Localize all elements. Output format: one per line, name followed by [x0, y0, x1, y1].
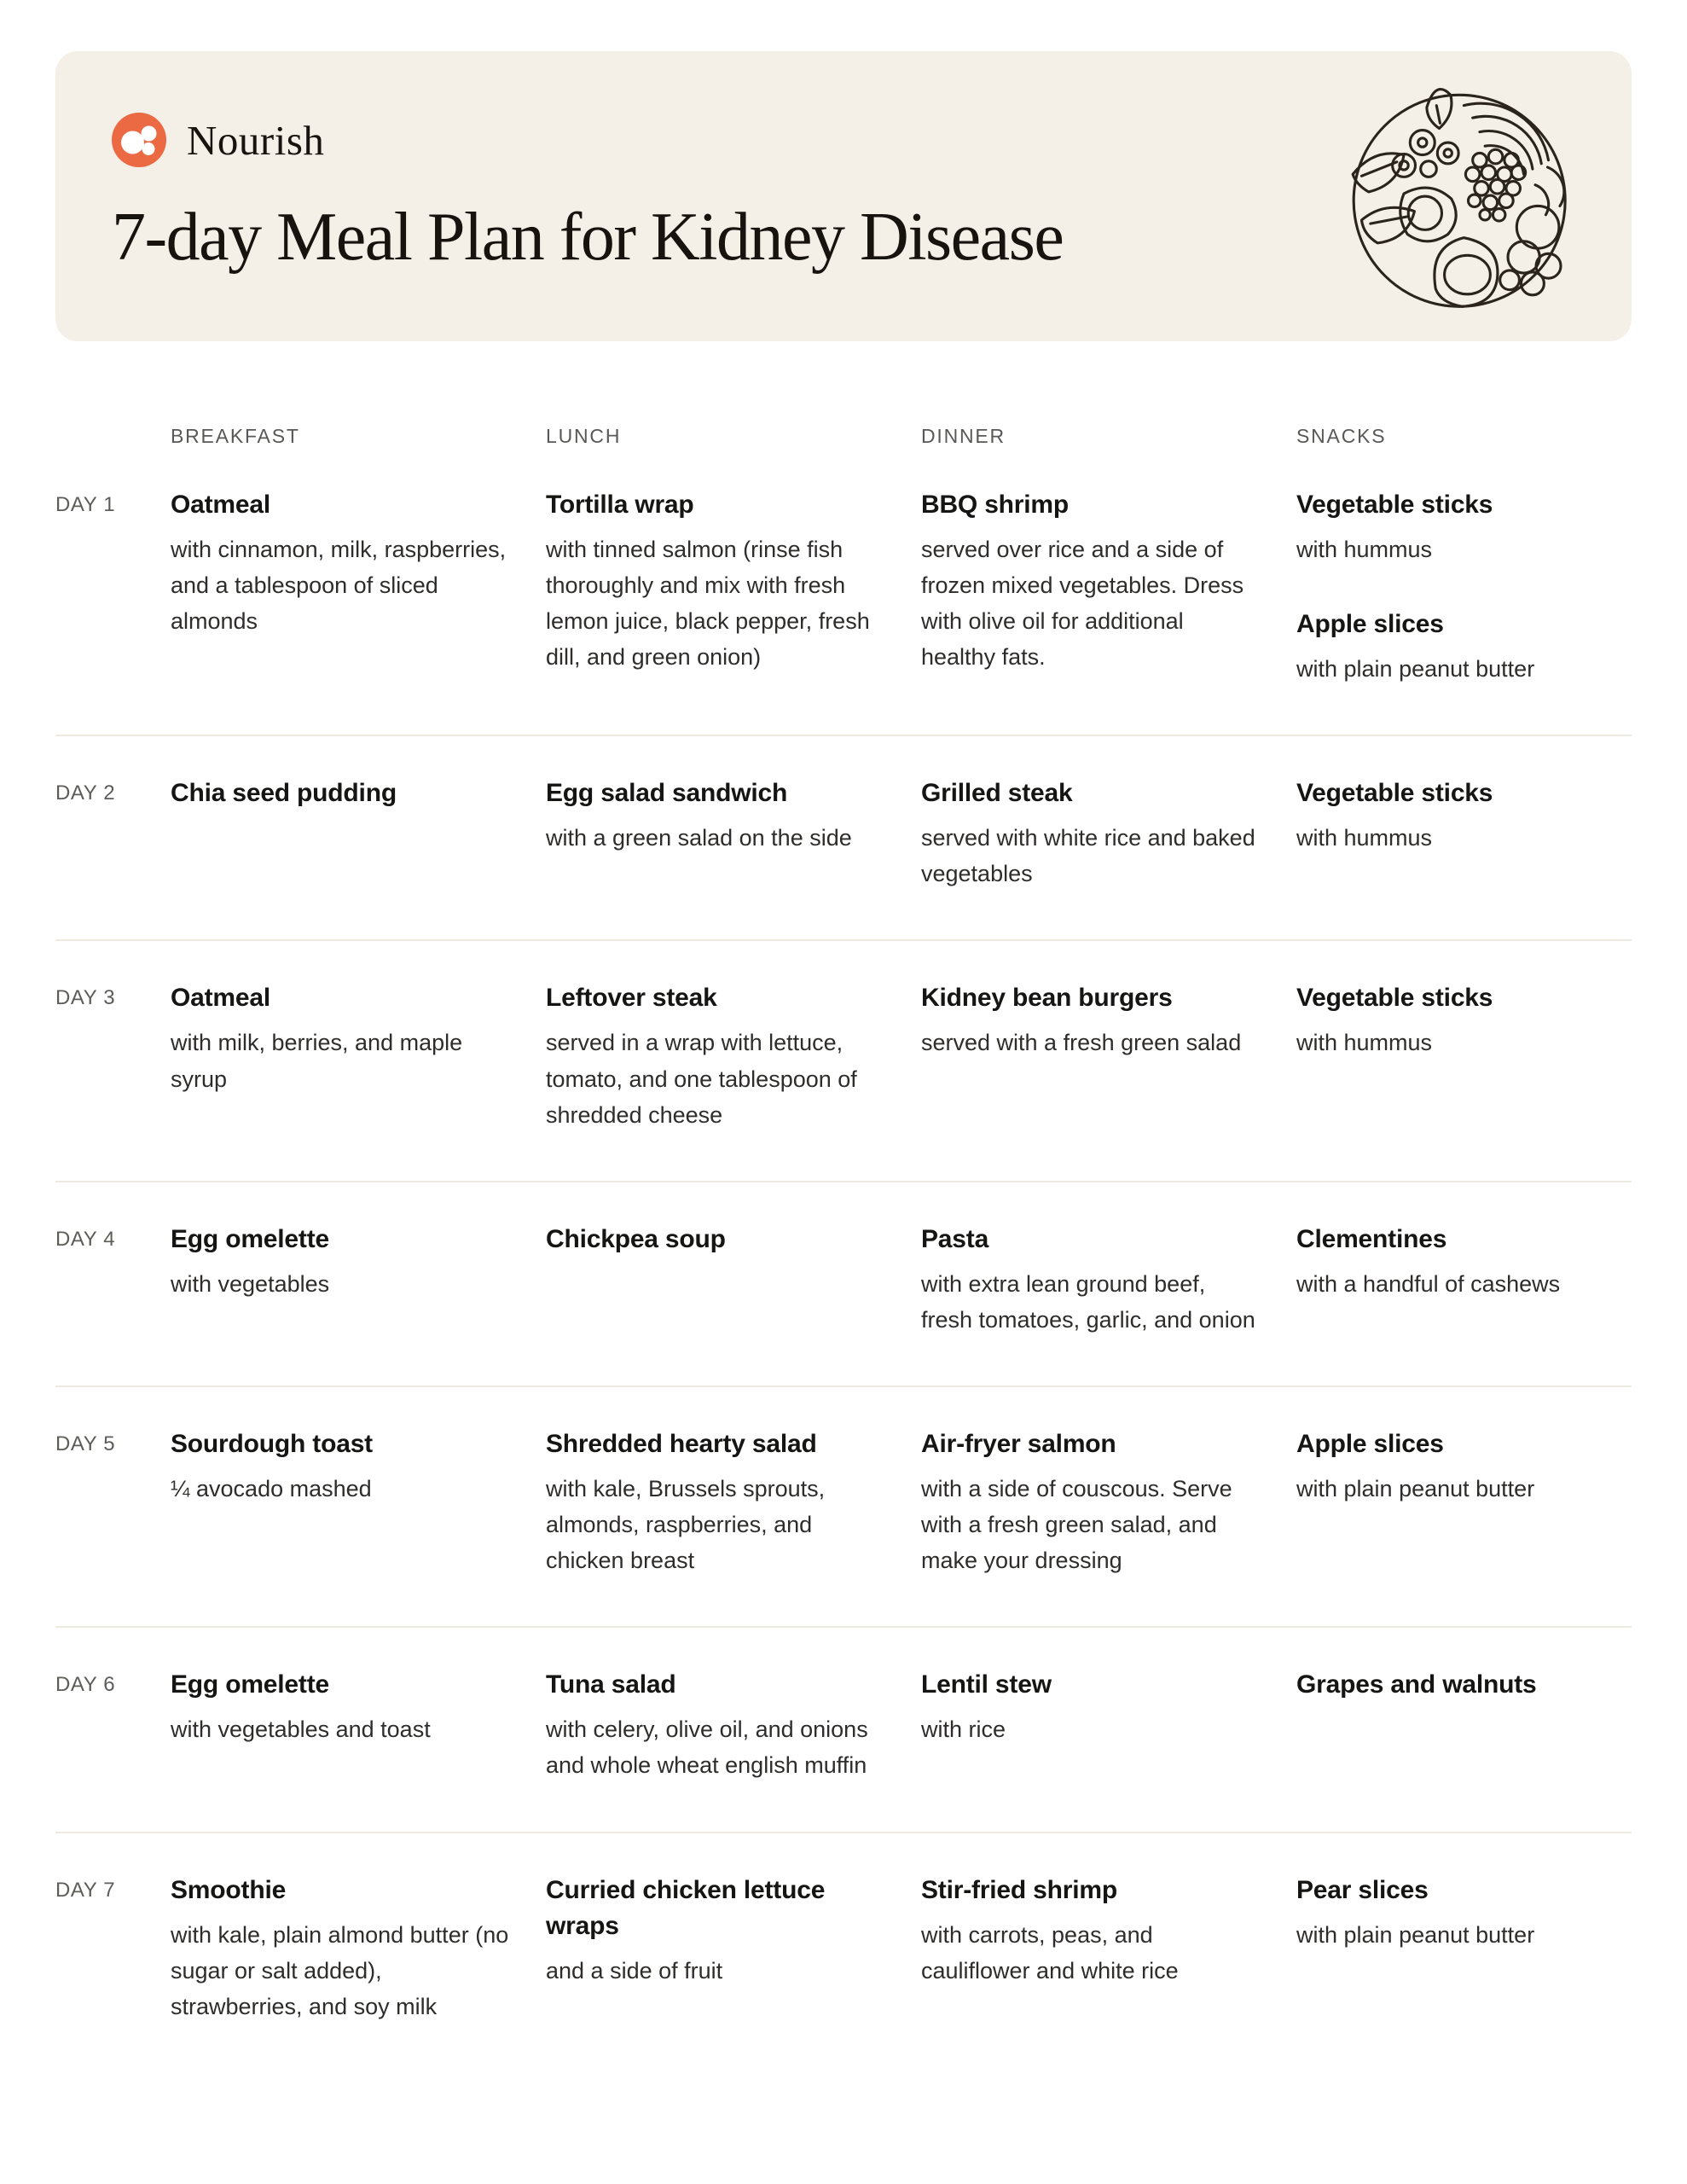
meal-cell — [921, 775, 1296, 892]
table-body — [55, 448, 1632, 2072]
day-row — [55, 448, 1632, 736]
meal-title: Grilled steak — [921, 779, 1073, 808]
meal-item — [1296, 1667, 1597, 1703]
meal-description: with a side of couscous. Serve with a fresh green salad, and make your dressing — [921, 1475, 1232, 1574]
meal-item — [171, 1873, 512, 2024]
meal-description: with plain peanut butter — [1296, 656, 1535, 682]
meal-item — [1296, 775, 1597, 856]
day-label: DAY 6 — [55, 1673, 116, 1697]
meal-item — [171, 1667, 512, 1747]
meal-cell — [1296, 1222, 1632, 1338]
nourish-logo-icon — [112, 113, 166, 167]
meal-description: with a green salad on the side — [546, 825, 852, 851]
meal-item — [1296, 1873, 1597, 1953]
meal-cell — [1296, 1667, 1632, 1783]
meal-title: BBQ shrimp — [921, 491, 1070, 519]
meal-title: Apple slices — [1296, 610, 1444, 639]
meal-description: with extra lean ground beef, fresh tomatoes, garlic, and onion — [921, 1270, 1255, 1333]
day-row — [55, 1387, 1632, 1628]
meal-item — [546, 1873, 887, 1989]
meal-cell — [546, 487, 921, 687]
column-header: SNACKS — [1296, 425, 1387, 447]
brand-name: Nourish — [187, 116, 325, 164]
meal-description: with hummus — [1296, 537, 1433, 562]
meal-title: Clementines — [1296, 1224, 1447, 1253]
meal-cell — [921, 487, 1296, 687]
meal-title: Egg omelette — [171, 1670, 329, 1699]
meal-item — [546, 775, 887, 856]
page-title: 7-day Meal Plan for Kidney Disease — [112, 200, 1064, 275]
meal-item — [1296, 487, 1597, 567]
meal-description: with hummus — [1296, 1030, 1433, 1056]
meal-title: Shredded hearty salad — [546, 1429, 817, 1458]
meal-item — [171, 775, 512, 811]
meal-item — [1296, 1222, 1597, 1302]
meal-item — [921, 1873, 1262, 1989]
meal-item — [921, 980, 1262, 1060]
meal-description: served with a fresh green salad — [921, 1030, 1242, 1056]
day-label: DAY 4 — [55, 1227, 116, 1251]
food-plate-illustration-icon — [1323, 61, 1587, 326]
meal-description: with kale, Brussels sprouts, almonds, raspberries, and chicken breast — [546, 1475, 826, 1574]
meal-item — [546, 1222, 887, 1258]
meal-cell — [546, 1426, 921, 1578]
day-row — [55, 736, 1632, 941]
header-card — [55, 51, 1632, 341]
meal-item — [546, 487, 887, 675]
meal-cell — [1296, 1873, 1632, 2024]
meal-description: with milk, berries, and maple syrup — [171, 1030, 463, 1092]
meal-title: Sourdough toast — [171, 1429, 373, 1458]
table-head — [55, 425, 1632, 448]
meal-description: served with white rice and baked vegetables — [921, 825, 1255, 887]
meal-cell — [546, 980, 921, 1132]
meal-description: ¼ avocado mashed — [171, 1475, 372, 1502]
meal-description: served over rice and a side of frozen mixed vegetables. Dress with olive oil for additional healthy fats. — [921, 537, 1244, 671]
meal-title: Vegetable sticks — [1296, 779, 1493, 808]
meal-description: with kale, plain almond butter (no sugar or salt added), strawberries, and soy milk — [171, 1921, 509, 2019]
day-label: DAY 5 — [55, 1432, 116, 1455]
meal-cell — [546, 1222, 921, 1338]
meal-item — [546, 1426, 887, 1578]
meal-title: Oatmeal — [171, 984, 270, 1013]
meal-item — [921, 1426, 1262, 1578]
meal-title: Chickpea soup — [546, 1224, 726, 1253]
meal-title: Oatmeal — [171, 491, 270, 519]
meal-item — [921, 487, 1262, 675]
meal-item — [171, 1222, 512, 1302]
day-label: DAY 1 — [55, 493, 116, 516]
meal-cell — [171, 1667, 546, 1783]
meal-title: Chia seed pudding — [171, 779, 397, 808]
meal-cell — [171, 1426, 546, 1578]
meal-description: with plain peanut butter — [1296, 1921, 1535, 1948]
meal-title: Egg salad sandwich — [546, 779, 788, 808]
meal-cell — [546, 775, 921, 892]
day-label: DAY 2 — [55, 781, 116, 805]
meal-item — [1296, 980, 1597, 1060]
meal-item — [546, 1667, 887, 1783]
meal-cell — [1296, 487, 1632, 687]
meal-title: Air-fryer salmon — [921, 1429, 1116, 1458]
day-row — [55, 1833, 1632, 2072]
meal-title: Kidney bean burgers — [921, 984, 1173, 1013]
meal-title: Pear slices — [1296, 1875, 1429, 1904]
meal-title: Leftover steak — [546, 984, 717, 1013]
meal-description: with tinned salmon (rinse fish thoroughly and mix with fresh lemon juice, black pepper, fresh dill, and green onion) — [546, 537, 870, 671]
meal-title: Stir-fried shrimp — [921, 1875, 1117, 1904]
meal-description: with vegetables and toast — [171, 1716, 431, 1743]
meal-description: with rice — [921, 1716, 1006, 1743]
meal-cell — [171, 1873, 546, 2024]
meal-title: Smoothie — [171, 1875, 287, 1904]
meal-title: Pasta — [921, 1224, 989, 1253]
meal-cell — [921, 1667, 1296, 1783]
meal-cell — [546, 1667, 921, 1783]
day-label: DAY 3 — [55, 986, 116, 1010]
meal-cell — [1296, 775, 1632, 892]
day-label: DAY 7 — [55, 1878, 116, 1902]
meal-cell — [921, 1426, 1296, 1578]
meal-item — [171, 487, 512, 639]
meal-cell — [1296, 1426, 1632, 1578]
meal-description: served in a wrap with lettuce, tomato, and one tablespoon of shredded cheese — [546, 1030, 857, 1128]
meal-cell — [171, 775, 546, 892]
day-row — [55, 1628, 1632, 1833]
day-column-spacer — [55, 425, 171, 448]
meal-cell — [921, 980, 1296, 1132]
meal-title: Tortilla wrap — [546, 491, 694, 519]
meal-cell — [546, 1873, 921, 2024]
meal-cell — [171, 1222, 546, 1338]
meal-item — [546, 980, 887, 1132]
meal-description: with hummus — [1296, 825, 1433, 851]
meal-item — [171, 1426, 512, 1507]
meal-item — [921, 1222, 1262, 1338]
meal-item — [1296, 607, 1597, 687]
column-header: LUNCH — [546, 425, 622, 447]
column-header: BREAKFAST — [171, 425, 300, 447]
meal-description: with celery, olive oil, and onions and whole wheat english muffin — [546, 1716, 868, 1779]
day-row — [55, 941, 1632, 1182]
meal-item — [171, 980, 512, 1096]
meal-title: Apple slices — [1296, 1429, 1444, 1458]
meal-item — [921, 775, 1262, 892]
meal-description: with carrots, peas, and cauliflower and white rice — [921, 1921, 1179, 1984]
meal-description: with a handful of cashews — [1296, 1270, 1561, 1297]
meal-description: with plain peanut butter — [1296, 1475, 1535, 1502]
meal-title: Vegetable sticks — [1296, 491, 1493, 519]
meal-item — [921, 1667, 1262, 1747]
meal-title: Lentil stew — [921, 1670, 1052, 1699]
meal-description: and a side of fruit — [546, 1957, 723, 1984]
column-header: DINNER — [921, 425, 1006, 447]
meal-item — [1296, 1426, 1597, 1507]
meal-cell — [921, 1873, 1296, 2024]
meal-title: Egg omelette — [171, 1224, 329, 1253]
meal-title: Curried chicken lettuce wraps — [546, 1875, 826, 1940]
meal-cell — [1296, 980, 1632, 1132]
meal-title: Tuna salad — [546, 1670, 676, 1699]
meal-cell — [171, 487, 546, 687]
day-row — [55, 1182, 1632, 1387]
meal-description: with cinnamon, milk, raspberries, and a tablespoon of sliced almonds — [171, 537, 507, 635]
meal-cell — [921, 1222, 1296, 1338]
meal-cell — [171, 980, 546, 1132]
meal-title: Grapes and walnuts — [1296, 1670, 1537, 1699]
meal-description: with vegetables — [171, 1270, 330, 1297]
meal-title: Vegetable sticks — [1296, 984, 1493, 1013]
